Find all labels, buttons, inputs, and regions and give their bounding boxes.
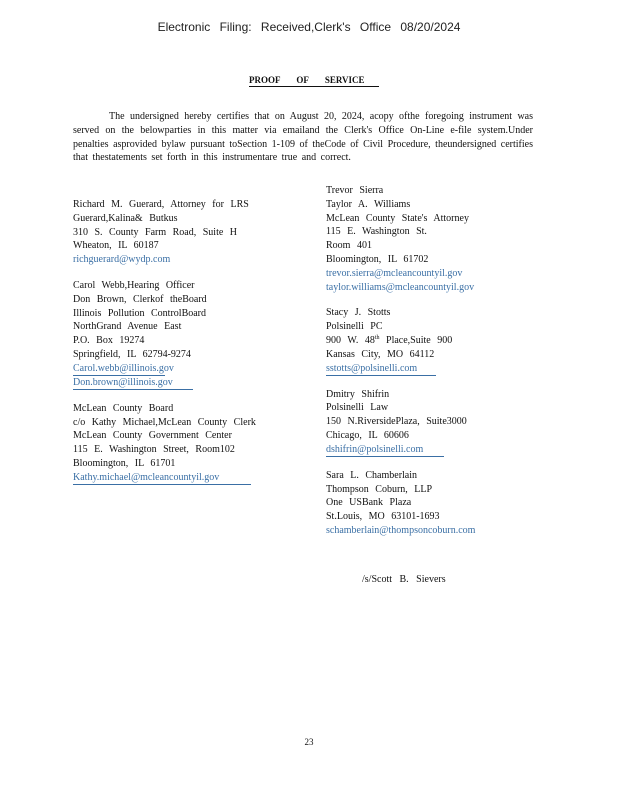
address-line: Chicago, IL 60606: [326, 429, 409, 441]
email-link-williams[interactable]: taylor.williams@mcleancountyil.gov: [326, 281, 475, 293]
address-line: 310 S. County Farm Road, Suite H: [73, 226, 238, 238]
email-link-sierra[interactable]: trevor.sierra@mcleancountyil.gov: [326, 267, 463, 279]
address-line: 150 N.RiversidePlaza, Suite3000: [326, 416, 467, 428]
service-party-stotts: [326, 306, 536, 375]
address-line: Wheaton, IL 60187: [73, 240, 159, 252]
service-party-pollution-control-board: [73, 279, 298, 390]
address-line: 115 E. Washington Street, Room102: [73, 444, 235, 456]
certification-paragraph: The undersigned hereby certifies that on August 20, 2024, acopy ofthe foregoing instrument was served on the belowparties in this matter via emailand the Clerk's Office On-Line e-file system.Under penalties asprovided bylaw pursuant toSection 1-109 of theCode of Civil Procedure, theundersigned certifies that thestatements set forth in this instrumentare true and correct.: [73, 111, 533, 164]
email-link-brown[interactable]: Don.brown@illinois.gov: [73, 377, 193, 390]
filing-stamp-header: Electronic Filing: Received,Clerk's Office 08/20/2024: [157, 20, 461, 34]
service-party-shifrin: [326, 388, 536, 457]
address-line: Trevor Sierra: [326, 185, 384, 196]
address-line: St.Louis, MO 63101-1693: [326, 511, 440, 523]
address-line: Taylor A. Williams: [326, 198, 411, 210]
address-line: Sara L. Chamberlain: [326, 469, 418, 481]
service-party-states-attorney: [326, 184, 536, 294]
service-party-mclean-county-board: [73, 402, 298, 485]
address-line: 115 E. Washington St.: [326, 226, 427, 238]
address-line: Springfield, IL 62794-9274: [73, 348, 191, 360]
address-line: Stacy J. Stotts: [326, 307, 391, 319]
address-line: Room 401: [326, 240, 372, 252]
address-line: Bloomington, IL 61702: [326, 253, 429, 265]
address-line: McLean County Government Center: [73, 430, 232, 442]
email-link-michael[interactable]: Kathy.michael@mcleancountyil.gov: [73, 472, 251, 485]
service-party-chamberlain: [326, 469, 536, 538]
address-line: Guerard,Kalina& Butkus: [73, 212, 178, 224]
address-line: Don Brown, Clerkof theBoard: [73, 293, 207, 305]
document-title: PROOF OF SERVICE: [249, 75, 379, 87]
address-line: NorthGrand Avenue East: [73, 321, 182, 333]
address-line: c/o Kathy Michael,McLean County Clerk: [73, 416, 256, 428]
email-link-chamberlain[interactable]: schamberlain@thompsoncoburn.com: [326, 524, 476, 536]
email-link-shifrin[interactable]: dshifrin@polsinelli.com: [326, 444, 444, 457]
address-line: Kansas City, MO 64112: [326, 348, 435, 360]
address-line: McLean County State's Attorney: [326, 212, 469, 224]
service-list-left-column: [73, 198, 298, 485]
address-suite: Place,Suite 900: [379, 334, 453, 346]
email-link-stotts[interactable]: sstotts@polsinelli.com: [326, 363, 436, 376]
address-line: Carol Webb,Hearing Officer: [73, 279, 195, 291]
address-street: 900 W. 48: [326, 334, 375, 346]
signature-line: /s/Scott B. Sievers: [362, 574, 446, 585]
address-line: P.O. Box 19274: [73, 335, 145, 347]
email-link-guerard[interactable]: richguerard@wydp.com: [73, 254, 171, 266]
address-line: Bloomington, IL 61701: [73, 457, 176, 469]
service-list-right-column: [326, 184, 536, 538]
address-line: Dmitry Shifrin: [326, 388, 390, 400]
address-line: [326, 334, 536, 348]
ordinal-suffix: th: [374, 334, 380, 341]
address-line: Richard M. Guerard, Attorney for LRS: [73, 199, 249, 210]
email-link-webb[interactable]: Carol.webb@illinois.gov: [73, 362, 174, 374]
address-line: Polsinelli PC: [326, 321, 383, 333]
address-line: Illinois Pollution ControlBoard: [73, 307, 207, 319]
address-line: Polsinelli Law: [326, 402, 389, 414]
service-party-guerard: [73, 198, 298, 267]
address-line: Thompson Coburn, LLP: [326, 483, 433, 495]
address-line: McLean County Board: [73, 402, 174, 414]
page-number: 23: [304, 737, 314, 747]
address-line: One USBank Plaza: [326, 497, 412, 509]
